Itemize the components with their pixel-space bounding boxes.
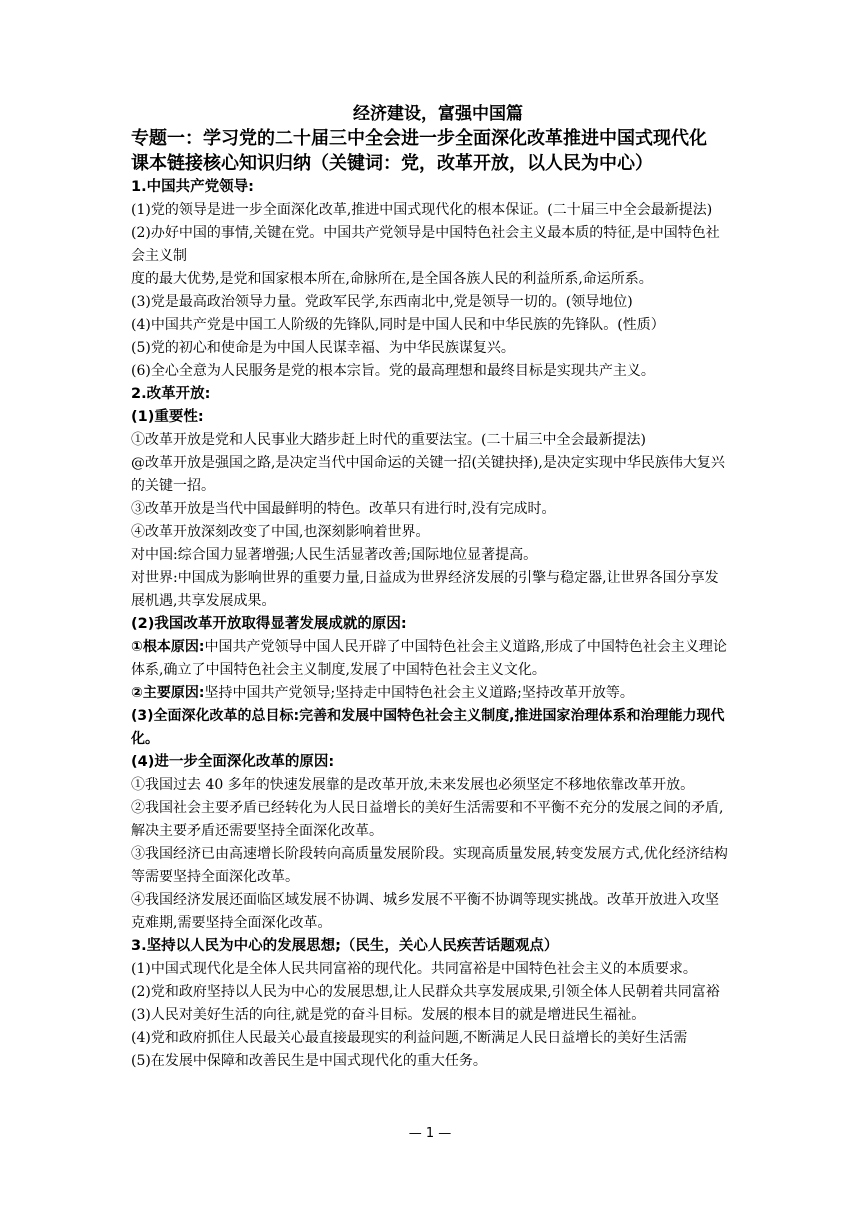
paragraph: 度的最大优势,是党和国家根本所在,命脉所在,是全国各族人民的利益所系,命运所系。 <box>131 271 653 287</box>
topic-heading: 专题一：学习党的二十届三中全会进一步全面深化改革推进中国式现代化 <box>131 128 707 149</box>
document-title: 经济建设，富强中国篇 <box>353 104 523 124</box>
paragraph: (5)党的初心和使命是为中国人民谋幸福、为中华民族谋复兴。 <box>131 340 515 356</box>
paragraph-text: 坚持中国共产党领导;坚持走中国特色社会主义道路;坚持改革开放等。 <box>204 685 634 701</box>
paragraph: (4)中国共产党是中国工人阶级的先锋队,同时是中国人民和中华民族的先锋队。(性质） <box>131 317 665 333</box>
subsection-heading: (4)进一步全面深化改革的原因: <box>131 754 335 770</box>
paragraph: (2)办好中国的事情,关键在党。中国共产党领导是中国特色社会主义最本质的特征,是中国特色社会主义制 <box>131 225 720 264</box>
paragraph: (4)党和政府抓住人民最关心最直接最现实的利益问题,不断满足人民日益增长的美好生活需 <box>131 1030 688 1046</box>
paragraph: ④我国经济发展还面临区域发展不协调、城乡发展不平衡不协调等现实挑战。改革开放进入攻坚克难期,需要坚持全面深化改革。 <box>131 892 719 931</box>
bold-label: ②主要原因: <box>131 685 205 701</box>
paragraph: 对中国:综合国力显著增强;人民生活显著改善;国际地位显著提高。 <box>131 547 538 563</box>
bold-label: ①根本原因: <box>131 639 205 655</box>
section-1-heading: 1.中国共产党领导: <box>131 179 254 195</box>
paragraph: @改革开放是强国之路,是决定当代中国命运的关键一招(关键抉择),是决定实现中华民族伟大复兴的关键一招。 <box>131 455 725 494</box>
paragraph: ④改革开放深刻改变了中国,也深刻影响着世界。 <box>131 524 430 540</box>
section-2-heading: 2.改革开放: <box>131 386 211 402</box>
paragraph: (3)党是最高政治领导力量。党政军民学,东西南北中,党是领导一切的。(领导地位) <box>131 294 633 310</box>
document-body <box>131 102 731 1073</box>
paragraph-text: 中国共产党领导中国人民开辟了中国特色社会主义道路,形成了中国特色社会主义理论体系,确立了中国特色社会主义制度,发展了中国特色社会主义文化。 <box>131 639 727 678</box>
paragraph: (6)全心全意为人民服务是党的根本宗旨。党的最高理想和最终目标是实现共产主义。 <box>131 363 655 379</box>
bold-paragraph: (3)全面深化改革的总目标:完善和发展中国特色社会主义制度,推进国家治理体系和治理能力现代化。 <box>131 708 725 747</box>
paragraph <box>131 682 731 705</box>
paragraph: (5)在发展中保障和改善民生是中国式现代化的重大任务。 <box>131 1053 487 1069</box>
paragraph: ③我国经济已由高速增长阶段转向高质量发展阶段。实现高质量发展,转变发展方式,优化经济结构等需要坚持全面深化改革。 <box>131 846 728 885</box>
paragraph: (1)中国式现代化是全体人民共同富裕的现代化。共同富裕是中国特色社会主义的本质要求。 <box>131 961 697 977</box>
paragraph: (1)党的领导是进一步全面深化改革,推进中国式现代化的根本保证。(二十届三中全会最新提法) <box>131 202 713 218</box>
paragraph <box>131 636 731 682</box>
subsection-heading: (1)重要性: <box>131 409 204 425</box>
paragraph: 对世界:中国成为影响世界的重要力量,日益成为世界经济发展的引擎与稳定器,让世界各国分享发展机遇,共享发展成果。 <box>131 570 719 609</box>
paragraph: ③改革开放是当代中国最鲜明的特色。改革只有进行时,没有完成时。 <box>131 501 556 517</box>
page-number: — 1 — <box>408 1126 452 1141</box>
paragraph: (3)人民对美好生活的向往,就是党的奋斗目标。发展的根本目的就是增进民生福祉。 <box>131 1007 646 1023</box>
paragraph: ①我国过去 40 多年的快速发展靠的是改革开放,未来发展也必须坚定不移地依靠改革开放。 <box>131 777 695 793</box>
paragraph: (2)党和政府坚持以人民为中心的发展思想,让人民群众共享发展成果,引领全体人民朝着共同富裕 <box>131 984 720 1000</box>
subtitle-heading: 课本链接核心知识归纳（关键词：党，改革开放，以人民为中心） <box>131 153 653 174</box>
paragraph: ①改革开放是党和人民事业大踏步赶上时代的重要法宝。(二十届三中全会最新提法) <box>131 432 646 448</box>
paragraph: ②我国社会主要矛盾已经转化为人民日益增长的美好生活需要和不平衡不充分的发展之间的矛盾,解决主要矛盾还需要坚持全面深化改革。 <box>131 800 724 839</box>
section-3-heading: 3.坚持以人民为中心的发展思想;（民生，关心人民疾苦话题观点） <box>131 938 559 954</box>
subsection-heading: (2)我国改革开放取得显著发展成就的原因: <box>131 616 407 632</box>
